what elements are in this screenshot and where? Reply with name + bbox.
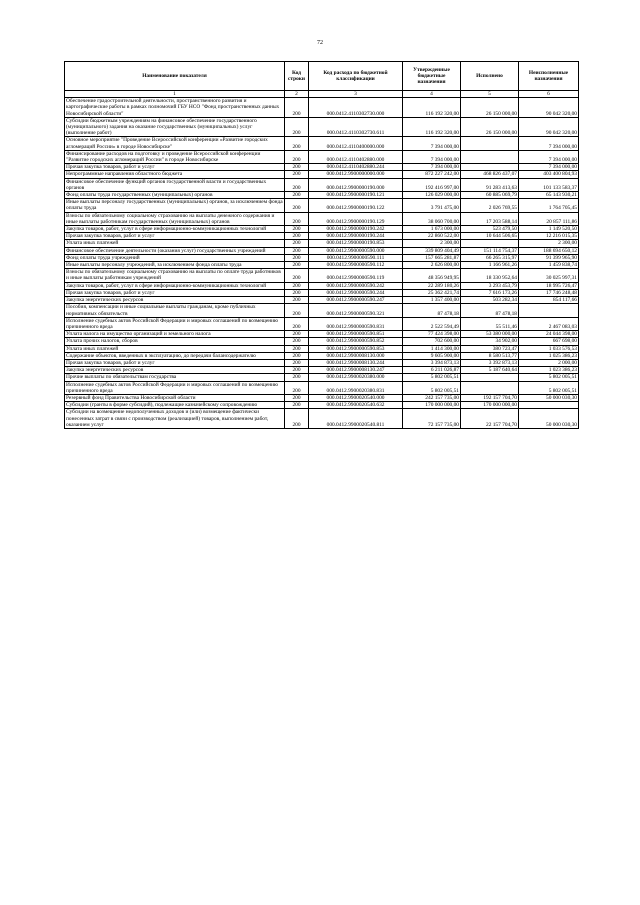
row-line-code: 200 [285, 150, 309, 163]
row-unexecuted: 1 149 520,50 [519, 226, 579, 233]
row-executed: 170 000 000,00 [461, 402, 519, 409]
row-executed: 60 885 069,79 [461, 192, 519, 199]
row-unexecuted: 7 394 000,00 [519, 150, 579, 163]
table-row [65, 338, 579, 345]
row-executed: 3 392 873,13 [461, 359, 519, 366]
row-kbk: 000.0412.9900000190.000 [309, 178, 403, 191]
table-row [65, 304, 579, 317]
row-kbk: 000.0412.4110400000.000 [309, 137, 403, 150]
row-approved: 7 394 000,00 [403, 137, 461, 150]
row-approved: 2 300,00 [403, 240, 461, 247]
table-row [65, 297, 579, 304]
row-executed [461, 240, 519, 247]
row-kbk: 000.0412.4110402880.244 [309, 164, 403, 171]
row-line-code: 200 [285, 367, 309, 374]
row-approved: 2 626 800,00 [403, 262, 461, 269]
row-unexecuted: 12 216 015,35 [519, 233, 579, 240]
row-kbk: 000.0412.9900000190.242 [309, 226, 403, 233]
table-row [65, 381, 579, 394]
row-approved: 702 600,00 [403, 338, 461, 345]
column-number: 3 [309, 91, 403, 98]
row-unexecuted: 101 133 583,37 [519, 178, 579, 191]
row-unexecuted: 667 698,00 [519, 338, 579, 345]
row-approved: 48 356 949,95 [403, 269, 461, 282]
row-line-code: 200 [285, 247, 309, 254]
row-kbk: 000.0412.9900000590.244 [309, 289, 403, 296]
row-kbk: 000.0412.9900000590.111 [309, 254, 403, 261]
row-line-code: 200 [285, 171, 309, 178]
row-kbk: 000.0412.9900020380.831 [309, 381, 403, 394]
row-kbk: 000.0412.9900000590.321 [309, 304, 403, 317]
header-name: Наименование показателя [65, 62, 285, 91]
row-line-code: 200 [285, 352, 309, 359]
table-row [65, 374, 579, 381]
row-name: Исполнение судебных актов Российской Федерации и мировых соглашений по возмещению причиненного вреда [65, 317, 285, 330]
row-name: Основное мероприятие "Проведение Всероссийской конференции «Развитие городских агломераций России» в городе Новосибирске" [65, 137, 285, 150]
row-unexecuted: 65 143 930,21 [519, 192, 579, 199]
row-name: Исполнение судебных актов Российской Федерации и мировых соглашений по возмещению причиненного вреда [65, 381, 285, 394]
row-line-code: 200 [285, 394, 309, 401]
row-kbk: 000.0412.9900000190.853 [309, 240, 403, 247]
table-row [65, 150, 579, 163]
row-unexecuted: 403 400 804,93 [519, 171, 579, 178]
row-kbk: 000.0412.9900000590.851 [309, 331, 403, 338]
row-line-code: 200 [285, 289, 309, 296]
page-number: 72 [317, 40, 323, 46]
row-name: Взносы по обязательному социальному страхованию на выплаты по оплате труда работников и иные выплаты работникам учреждений [65, 269, 285, 282]
row-line-code: 200 [285, 359, 309, 366]
table-row [65, 137, 579, 150]
row-line-code: 200 [285, 164, 309, 171]
row-name: Пособия, компенсации и иные социальные выплаты гражданам, кроме публичных нормативных обязательств [65, 304, 285, 317]
table-row [65, 409, 579, 429]
row-line-code: 200 [285, 345, 309, 352]
row-name: Закупка товаров, работ, услуг в сфере информационно-коммуникационных технологий [65, 282, 285, 289]
row-name: Фонд оплаты труда государственных (муниципальных) органов [65, 192, 285, 199]
row-kbk: 000.0412.9900000190.129 [309, 212, 403, 225]
row-executed: 87 478,18 [461, 304, 519, 317]
row-name: Закупка товаров, работ, услуг в сфере информационно-коммуникационных технологий [65, 226, 285, 233]
row-unexecuted: 1 459 838,74 [519, 262, 579, 269]
row-kbk: 000.0412.9900008130.000 [309, 352, 403, 359]
row-name: Финансирование расходов на подготовку и проведение Всероссийской конференции "Развитие городских агломераций России" в городе Новосибирске [65, 150, 285, 163]
row-unexecuted: 17 746 248,48 [519, 289, 579, 296]
table-row [65, 289, 579, 296]
row-kbk: 000.0412.9900000190.122 [309, 199, 403, 212]
budget-execution-table [64, 61, 579, 429]
column-number-row [65, 91, 579, 98]
row-approved: 192 416 997,00 [403, 178, 461, 191]
row-line-code: 200 [285, 304, 309, 317]
row-kbk: 000.0412.9900000590.853 [309, 345, 403, 352]
row-name: Непрограммные направления областного бюджета [65, 171, 285, 178]
row-approved: 25 362 421,74 [403, 289, 461, 296]
row-name: Субсидии на возмещение недополученных доходов и (или) возмещение фактически понесенных затрат в связи с производством (реализацией) товаров, выполнением работ, оказанием услуг [65, 409, 285, 429]
table-row [65, 226, 579, 233]
row-unexecuted: 188 694 650,12 [519, 247, 579, 254]
row-approved: 87 478,18 [403, 304, 461, 317]
table-row [65, 367, 579, 374]
row-executed: 22 157 704,70 [461, 409, 519, 429]
table-row [65, 117, 579, 137]
row-unexecuted: 5 802 005,51 [519, 374, 579, 381]
row-approved: 242 157 735,00 [403, 394, 461, 401]
row-kbk: 000.0412.4110302730.000 [309, 98, 403, 118]
row-line-code: 200 [285, 137, 309, 150]
row-unexecuted: 18 995 726,47 [519, 282, 579, 289]
row-name: Уплата иных платежей [65, 345, 285, 352]
row-unexecuted: 24 044 398,00 [519, 331, 579, 338]
row-approved: 1 673 000,00 [403, 226, 461, 233]
row-name: Иные выплаты персоналу учреждений, за исключением фонда оплаты труда [65, 262, 285, 269]
row-executed: 8 580 513,77 [461, 352, 519, 359]
row-kbk: 000.0412.9900000000.000 [309, 171, 403, 178]
row-executed: 10 644 506,65 [461, 233, 519, 240]
row-name: Резервный фонд Правительства Новосибирской области [65, 394, 285, 401]
row-approved: 3 394 873,13 [403, 359, 461, 366]
table-row [65, 240, 579, 247]
row-name: Прочая закупка товаров, работ и услуг [65, 233, 285, 240]
row-line-code: 200 [285, 317, 309, 330]
row-name: Уплата налога на имущество организаций и земельного налога [65, 331, 285, 338]
row-name: Уплата иных платежей [65, 240, 285, 247]
row-name: Прочие выплаты по обязательствам государства [65, 374, 285, 381]
row-kbk: 000.0412.9900008130.244 [309, 359, 403, 366]
row-approved: 9 605 900,00 [403, 352, 461, 359]
table-row [65, 262, 579, 269]
row-unexecuted: 2 300,00 [519, 240, 579, 247]
row-executed: 7 616 173,26 [461, 289, 519, 296]
row-line-code: 200 [285, 297, 309, 304]
row-unexecuted [519, 402, 579, 409]
header-kbk: Код расхода по бюджетной классификации [309, 62, 403, 91]
row-unexecuted: 90 042 320,00 [519, 117, 579, 137]
row-executed [461, 374, 519, 381]
row-unexecuted: 90 042 320,00 [519, 98, 579, 118]
row-name: Субсидии бюджетным учреждениям на финансовое обеспечение государственного (муниципального) задания на оказание государственных (муниципальных) услуг (выполнение работ) [65, 117, 285, 137]
row-unexecuted: 30 025 997,31 [519, 269, 579, 282]
row-executed: 3 293 453,79 [461, 282, 519, 289]
row-executed: 26 150 000,00 [461, 117, 519, 137]
row-name: Закупка энергетических ресурсов [65, 367, 285, 374]
row-kbk: 000.0412.9900008130.247 [309, 367, 403, 374]
table-row [65, 394, 579, 401]
row-name: Прочая закупка товаров, работ и услуг [65, 289, 285, 296]
column-number: 4 [403, 91, 461, 98]
row-line-code: 200 [285, 98, 309, 118]
row-line-code: 200 [285, 381, 309, 394]
row-unexecuted: 7 394 000,00 [519, 137, 579, 150]
row-approved: 1 414 300,00 [403, 345, 461, 352]
row-unexecuted: 5 802 005,51 [519, 381, 579, 394]
row-approved: 116 192 320,00 [403, 117, 461, 137]
table-row [65, 269, 579, 282]
row-executed: 151 114 754,37 [461, 247, 519, 254]
table-row [65, 282, 579, 289]
table-row [65, 98, 579, 118]
row-unexecuted: 1 033 576,53 [519, 345, 579, 352]
row-kbk: 000.0412.9900020380.000 [309, 374, 403, 381]
row-approved: 72 157 735,00 [403, 409, 461, 429]
row-executed [461, 137, 519, 150]
row-approved: 2 522 594,49 [403, 317, 461, 330]
row-executed: 468 826 437,07 [461, 171, 519, 178]
row-line-code: 200 [285, 269, 309, 282]
row-unexecuted: 50 000 030,30 [519, 409, 579, 429]
row-line-code: 200 [285, 254, 309, 261]
row-approved: 170 000 000,00 [403, 402, 461, 409]
row-kbk: 000.0412.4110302730.611 [309, 117, 403, 137]
row-approved: 5 802 005,51 [403, 374, 461, 381]
row-name: Прочая закупка товаров, работ и услуг [65, 164, 285, 171]
row-approved: 3 791 475,00 [403, 199, 461, 212]
row-unexecuted: 1 023 386,23 [519, 367, 579, 374]
row-executed: 53 380 000,00 [461, 331, 519, 338]
row-executed: 91 283 413,63 [461, 178, 519, 191]
row-executed: 17 203 588,14 [461, 212, 519, 225]
row-kbk: 000.0412.4110402880.000 [309, 150, 403, 163]
row-kbk: 000.0412.9900000190.121 [309, 192, 403, 199]
row-executed [461, 164, 519, 171]
row-executed [461, 381, 519, 394]
table-row [65, 178, 579, 191]
row-line-code: 200 [285, 178, 309, 191]
row-name: Фонд оплаты труда учреждений [65, 254, 285, 261]
table-row [65, 317, 579, 330]
row-executed: 2 026 769,55 [461, 199, 519, 212]
table-row [65, 164, 579, 171]
row-approved: 22 860 522,00 [403, 233, 461, 240]
row-unexecuted: 1 025 386,23 [519, 352, 579, 359]
row-unexecuted: 7 394 000,00 [519, 164, 579, 171]
row-name: Обеспечение градостроительной деятельности, пространственного развития и картографические работы в рамках полномочий ГБУ НСО "Фонд пространственных данных Новосибирской области" [65, 98, 285, 118]
table-row [65, 171, 579, 178]
row-kbk: 000.0412.9900000590.852 [309, 338, 403, 345]
row-approved: 7 394 000,00 [403, 164, 461, 171]
row-name: Финансовое обеспечение функций органов государственной власти и государственных органов [65, 178, 285, 191]
table-body [65, 98, 579, 429]
row-unexecuted [519, 304, 579, 317]
row-line-code: 200 [285, 338, 309, 345]
table-row [65, 192, 579, 199]
header-unexecuted: Неисполненные назначения [519, 62, 579, 91]
row-executed: 523 479,50 [461, 226, 519, 233]
row-kbk: 000.0412.9900000590.831 [309, 317, 403, 330]
table-row [65, 212, 579, 225]
row-approved: 116 192 320,00 [403, 98, 461, 118]
row-unexecuted: 20 857 111,86 [519, 212, 579, 225]
row-approved: 6 211 026,87 [403, 367, 461, 374]
row-executed: 26 150 000,00 [461, 98, 519, 118]
row-approved: 38 060 700,00 [403, 212, 461, 225]
table-row [65, 233, 579, 240]
table-row [65, 331, 579, 338]
column-number: 5 [461, 91, 519, 98]
row-executed: 34 902,00 [461, 338, 519, 345]
row-unexecuted: 1 764 705,45 [519, 199, 579, 212]
table-row [65, 359, 579, 366]
row-unexecuted: 2 467 083,03 [519, 317, 579, 330]
row-kbk: 000.0412.9900000590.112 [309, 262, 403, 269]
row-executed: 192 157 704,70 [461, 394, 519, 401]
column-number: 2 [285, 91, 309, 98]
row-line-code: 200 [285, 374, 309, 381]
row-line-code: 200 [285, 402, 309, 409]
header-approved: Утвержденные бюджетные назначения [403, 62, 461, 91]
row-executed: 5 187 640,64 [461, 367, 519, 374]
row-executed: 66 265 315,97 [461, 254, 519, 261]
column-number: 1 [65, 91, 285, 98]
row-kbk: 000.0412.9900020540.811 [309, 409, 403, 429]
row-unexecuted: 91 399 965,90 [519, 254, 579, 261]
row-kbk: 000.0412.9900020540.000 [309, 394, 403, 401]
table-header-row [65, 62, 579, 91]
row-kbk: 000.0412.9900000190.244 [309, 233, 403, 240]
row-name: Субсидии (гранты в форме субсидий), подлежащие казначейскому сопровождению [65, 402, 285, 409]
table-row [65, 345, 579, 352]
row-line-code: 200 [285, 233, 309, 240]
table-row [65, 402, 579, 409]
row-approved: 339 809 404,49 [403, 247, 461, 254]
table-row [65, 254, 579, 261]
column-number: 6 [519, 91, 579, 98]
row-unexecuted: 854 117,66 [519, 297, 579, 304]
row-executed: 503 282,34 [461, 297, 519, 304]
row-approved: 7 394 000,00 [403, 150, 461, 163]
row-approved: 126 029 000,00 [403, 192, 461, 199]
table-row [65, 247, 579, 254]
row-kbk: 000.0412.9900000590.247 [309, 297, 403, 304]
row-name: Содержание объектов, введенных в эксплуатацию, до передачи балансодержателю [65, 352, 285, 359]
header-line-code: Код строки [285, 62, 309, 91]
row-unexecuted: 2 000,00 [519, 359, 579, 366]
row-approved: 5 802 005,51 [403, 381, 461, 394]
row-line-code: 200 [285, 226, 309, 233]
row-executed: 18 330 952,64 [461, 269, 519, 282]
row-kbk: 000.0412.9900020540.632 [309, 402, 403, 409]
row-name: Закупка энергетических ресурсов [65, 297, 285, 304]
row-approved: 1 357 400,00 [403, 297, 461, 304]
table-row [65, 199, 579, 212]
row-line-code: 200 [285, 331, 309, 338]
row-executed: 380 723,47 [461, 345, 519, 352]
row-kbk: 000.0412.9900000590.242 [309, 282, 403, 289]
row-line-code: 200 [285, 199, 309, 212]
row-line-code: 200 [285, 117, 309, 137]
row-approved: 22 289 180,26 [403, 282, 461, 289]
row-line-code: 200 [285, 262, 309, 269]
table-row [65, 352, 579, 359]
row-executed [461, 150, 519, 163]
row-executed: 55 511,46 [461, 317, 519, 330]
row-line-code: 200 [285, 240, 309, 247]
row-name: Прочая закупка товаров, работ и услуг [65, 359, 285, 366]
row-line-code: 200 [285, 192, 309, 199]
row-approved: 77 424 398,00 [403, 331, 461, 338]
row-name: Взносы по обязательному социальному страхованию на выплаты денежного содержания и иные выплаты работникам государственных (муниципальных) органов [65, 212, 285, 225]
header-executed: Исполнено [461, 62, 519, 91]
row-executed: 1 166 961,26 [461, 262, 519, 269]
row-name: Уплата прочих налогов, сборов [65, 338, 285, 345]
row-name: Иные выплаты персоналу государственных (муниципальных) органов, за исключением фонда оплаты труда [66, 199, 283, 212]
row-kbk: 000.0412.9900000590.000 [309, 247, 403, 254]
row-unexecuted: 50 000 030,30 [519, 394, 579, 401]
row-approved: 872 227 242,00 [403, 171, 461, 178]
row-line-code: 200 [285, 282, 309, 289]
row-line-code: 200 [285, 409, 309, 429]
row-approved: 157 665 281,87 [403, 254, 461, 261]
row-kbk: 000.0412.9900000590.119 [309, 269, 403, 282]
row-line-code: 200 [285, 212, 309, 225]
row-name: Финансовое обеспечение деятельности (оказания услуг) государственных учреждений [65, 247, 285, 254]
